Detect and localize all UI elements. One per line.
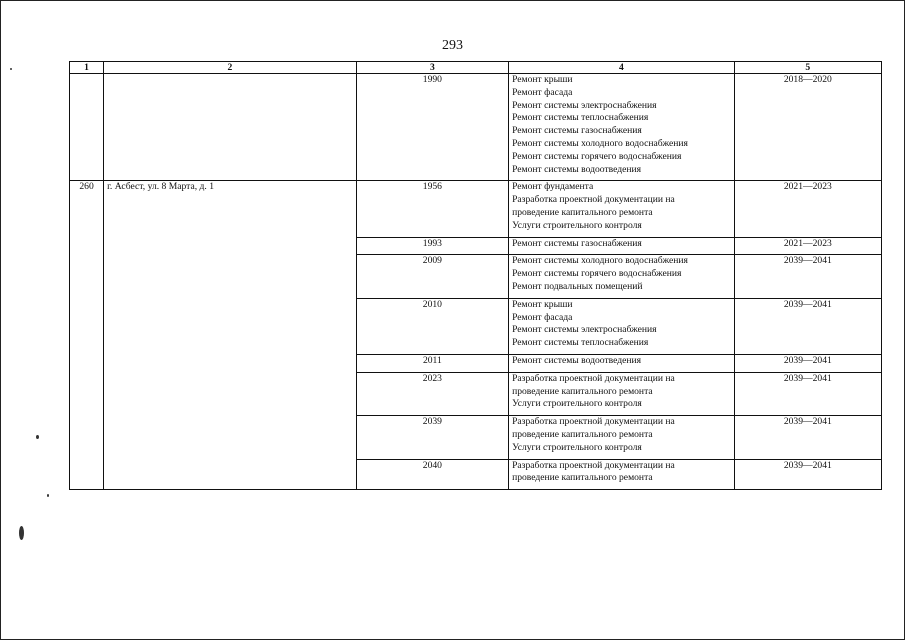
works-cell bbox=[509, 354, 735, 372]
work-item: Ремонт системы горячего водоснабжения bbox=[512, 268, 682, 280]
scan-speck bbox=[10, 68, 12, 70]
work-item: проведение капитального ремонта bbox=[512, 472, 653, 484]
work-item: Ремонт системы газоснабжения bbox=[512, 237, 642, 249]
work-item: Разработка проектной документации на bbox=[512, 416, 675, 428]
work-item: проведение капитального ремонта bbox=[512, 385, 653, 397]
work-item: Ремонт системы теплоснабжения bbox=[512, 112, 649, 124]
year-cell: 1956 bbox=[356, 181, 508, 237]
period-cell: 2021—2023 bbox=[734, 181, 881, 237]
period-cell: 2039—2041 bbox=[734, 354, 881, 372]
work-item: Разработка проектной документации на bbox=[512, 372, 675, 384]
period-cell: 2039—2041 bbox=[734, 298, 881, 354]
table-body bbox=[70, 74, 882, 490]
year-cell: 2040 bbox=[356, 459, 508, 490]
work-item: Ремонт фасада bbox=[512, 311, 573, 323]
work-item: проведение капитального ремонта bbox=[512, 428, 653, 440]
works-cell bbox=[509, 372, 735, 415]
work-item: Услуги строительного контроля bbox=[512, 219, 642, 231]
works-cell bbox=[509, 237, 735, 255]
work-item: Ремонт фундамента bbox=[512, 181, 594, 193]
col-header-1: 1 bbox=[70, 62, 104, 74]
work-item: Ремонт фасада bbox=[512, 86, 573, 98]
work-item: Ремонт системы газоснабжения bbox=[512, 125, 642, 137]
page-number: 293 bbox=[442, 38, 463, 53]
row-number bbox=[70, 74, 104, 181]
year-cell: 2039 bbox=[356, 416, 508, 459]
work-item: Ремонт системы электроснабжения bbox=[512, 324, 657, 336]
works-cell bbox=[509, 459, 735, 490]
work-item: Разработка проектной документации на bbox=[512, 194, 675, 206]
header-row bbox=[70, 62, 882, 74]
work-item: Ремонт подвальных помещений bbox=[512, 280, 643, 292]
table-row bbox=[70, 181, 882, 237]
work-item: Ремонт системы холодного водоснабжения bbox=[512, 255, 688, 267]
repair-schedule-table bbox=[69, 61, 882, 490]
work-item: Ремонт системы горячего водоснабжения bbox=[512, 150, 682, 162]
work-item: Услуги строительного контроля bbox=[512, 441, 642, 453]
works-cell bbox=[509, 298, 735, 354]
address-cell bbox=[104, 74, 357, 181]
scan-speck bbox=[36, 435, 39, 439]
table-row bbox=[70, 74, 882, 181]
col-header-5: 5 bbox=[734, 62, 881, 74]
period-cell: 2021—2023 bbox=[734, 237, 881, 255]
works-cell bbox=[509, 181, 735, 237]
col-header-2: 2 bbox=[104, 62, 357, 74]
col-header-4: 4 bbox=[509, 62, 735, 74]
address-cell: г. Асбест, ул. 8 Марта, д. 1 bbox=[104, 181, 357, 490]
period-cell: 2039—2041 bbox=[734, 459, 881, 490]
work-item: Ремонт крыши bbox=[512, 298, 573, 310]
works-cell bbox=[509, 74, 735, 181]
year-cell: 1993 bbox=[356, 237, 508, 255]
work-item: Услуги строительного контроля bbox=[512, 398, 642, 410]
year-cell: 2009 bbox=[356, 255, 508, 298]
works-cell bbox=[509, 255, 735, 298]
period-cell: 2039—2041 bbox=[734, 416, 881, 459]
row-number: 260 bbox=[70, 181, 104, 490]
period-cell: 2039—2041 bbox=[734, 255, 881, 298]
year-cell: 2023 bbox=[356, 372, 508, 415]
work-item: Ремонт системы водоотведения bbox=[512, 354, 642, 366]
work-item: проведение капитального ремонта bbox=[512, 206, 653, 218]
period-cell: 2039—2041 bbox=[734, 372, 881, 415]
works-cell bbox=[509, 416, 735, 459]
work-item: Ремонт системы холодного водоснабжения bbox=[512, 137, 688, 149]
col-header-3: 3 bbox=[356, 62, 508, 74]
year-cell: 1990 bbox=[356, 74, 508, 181]
scan-speck bbox=[47, 494, 49, 497]
work-item: Ремонт системы водоотведения bbox=[512, 163, 642, 175]
work-item: Ремонт системы электроснабжения bbox=[512, 99, 657, 111]
scan-speck bbox=[19, 526, 24, 540]
year-cell: 2010 bbox=[356, 298, 508, 354]
work-item: Ремонт крыши bbox=[512, 74, 573, 85]
work-item: Разработка проектной документации на bbox=[512, 459, 675, 471]
period-cell: 2018—2020 bbox=[734, 74, 881, 181]
work-item: Ремонт системы теплоснабжения bbox=[512, 337, 649, 349]
year-cell: 2011 bbox=[356, 354, 508, 372]
